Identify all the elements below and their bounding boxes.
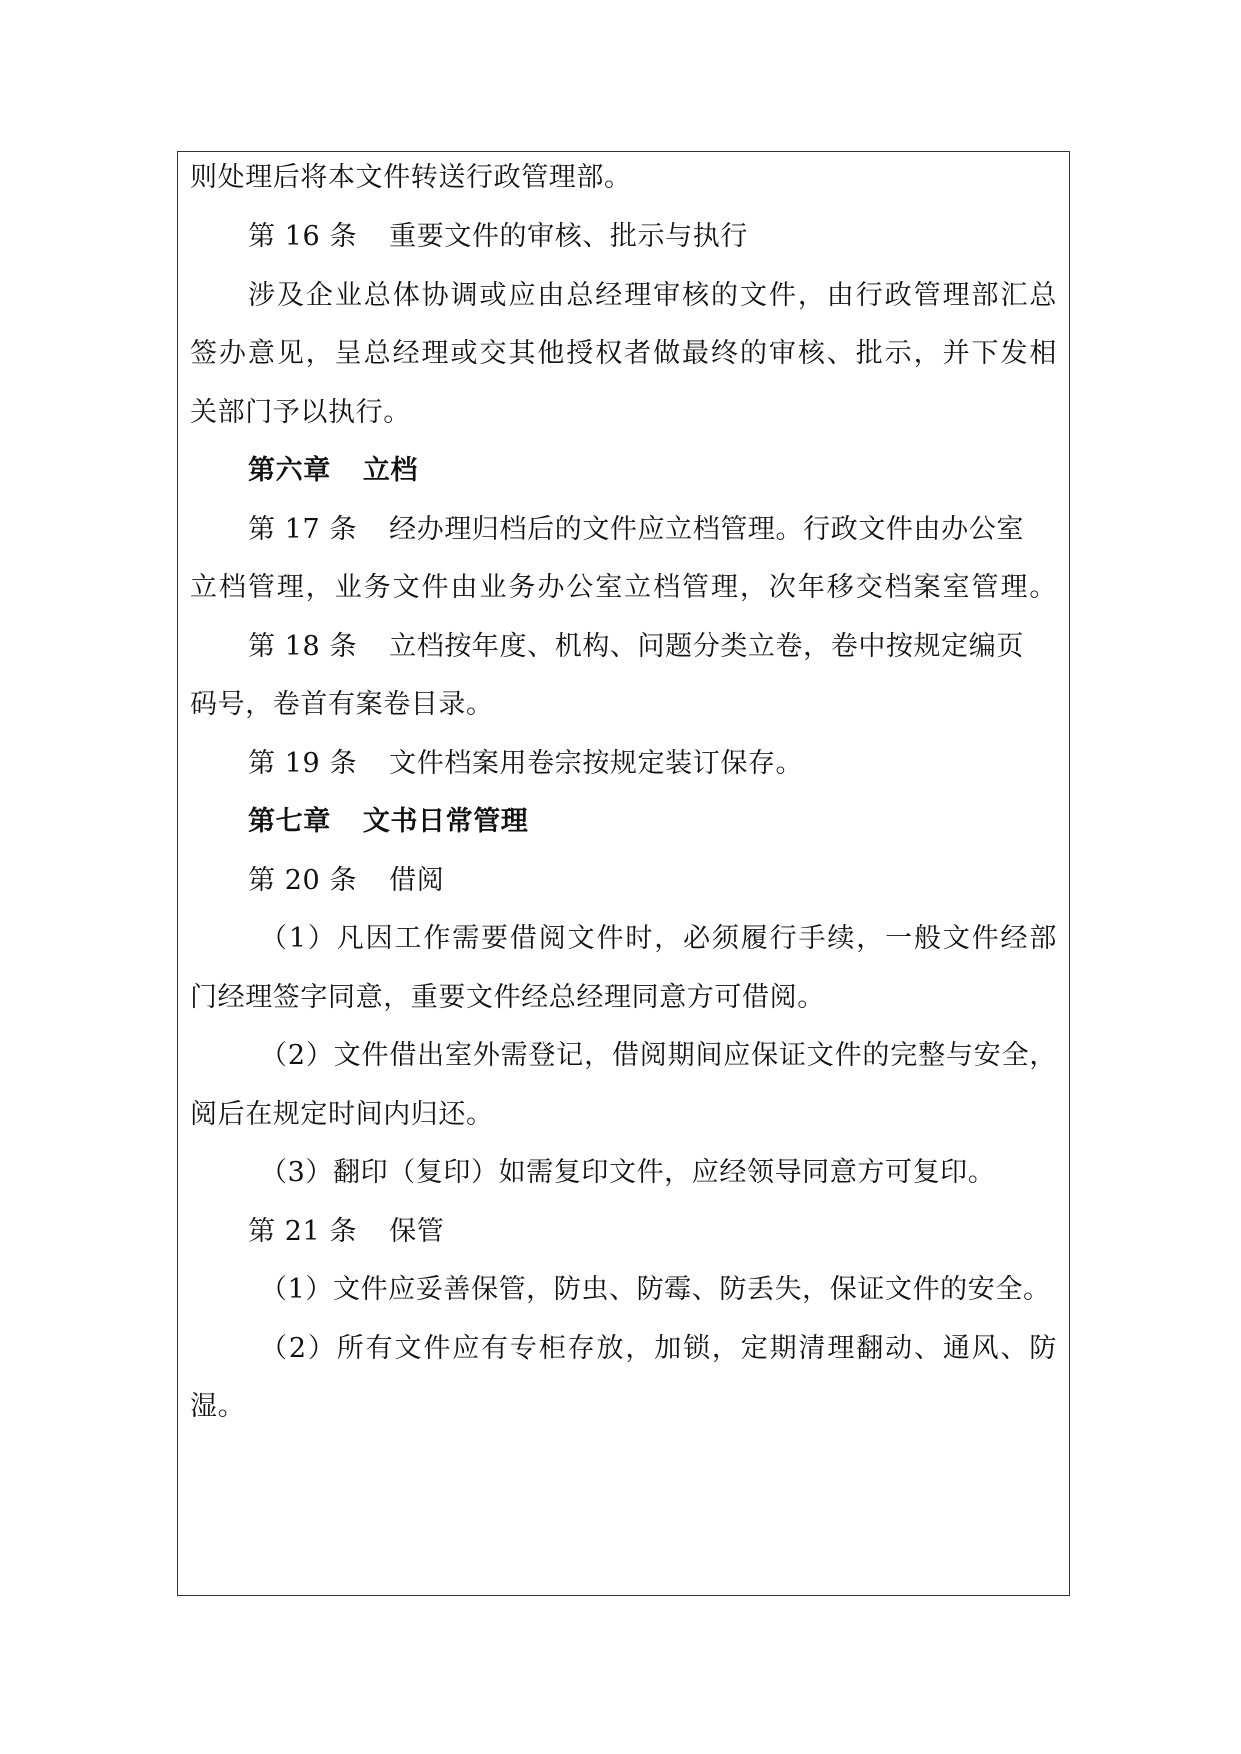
- article-text: 经办理归档后的文件应立档管理。行政文件由办公室: [389, 514, 1024, 545]
- chapter-label: 第六章: [248, 455, 331, 486]
- chapter-title: 文书日常管理: [362, 806, 529, 837]
- article-title: 借阅: [389, 865, 445, 896]
- paragraph-line: 则处理后将本文件转送行政管理部。: [190, 162, 632, 193]
- article-text: 文件档案用卷宗按规定装订保存。: [389, 748, 804, 779]
- article-title: 重要文件的审核、批示与执行: [389, 221, 748, 252]
- paragraph-line: 涉及企业总体协调或应由总经理审核的文件，由行政管理部汇总: [248, 280, 1057, 311]
- article-label: 第 21 条: [248, 1216, 358, 1247]
- article-label: 第 20 条: [248, 865, 358, 896]
- paragraph-line: 立档管理，业务文件由业务办公室立档管理，次年移交档案室管理。: [190, 572, 1057, 603]
- article-title: 保管: [389, 1216, 445, 1247]
- chapter-label: 第七章: [248, 806, 331, 837]
- paragraph-line: 门经理签字同意，重要文件经总经理同意方可借阅。: [190, 982, 825, 1013]
- paragraph-line: 湿。: [190, 1391, 246, 1422]
- article-17: [248, 510, 1057, 550]
- article-label: 第 17 条: [248, 514, 358, 545]
- chapter-title: 立档: [362, 455, 419, 486]
- article-18: [248, 627, 1057, 667]
- paragraph-line: 码号，卷首有案卷目录。: [190, 689, 494, 720]
- paragraph-line: 关部门予以执行。: [190, 397, 411, 428]
- paragraph-line: 签办意见，呈总经理或交其他授权者做最终的审核、批示，并下发相: [190, 338, 1057, 369]
- list-item: （2）所有文件应有专柜存放，加锁，定期清理翻动、通风、防: [260, 1333, 1057, 1364]
- article-label: 第 16 条: [248, 221, 358, 252]
- chapter-7-heading: [248, 802, 1057, 842]
- article-16-heading: [248, 217, 1057, 257]
- article-19: [248, 744, 1057, 784]
- article-label: 第 19 条: [248, 748, 358, 779]
- list-item: （3）翻印（复印）如需复印文件，应经领导同意方可复印。: [260, 1157, 996, 1188]
- article-label: 第 18 条: [248, 631, 358, 662]
- article-21-heading: [248, 1212, 1057, 1252]
- list-item: （2）文件借出室外需登记，借阅期间应保证文件的完整与安全，: [260, 1040, 1057, 1071]
- chapter-6-heading: [248, 451, 1057, 491]
- list-item: （1）文件应妥善保管，防虫、防霉、防丢失，保证文件的安全。: [260, 1274, 1051, 1305]
- paragraph-line: 阅后在规定时间内归还。: [190, 1099, 494, 1130]
- list-item: （1）凡因工作需要借阅文件时，必须履行手续，一般文件经部: [260, 923, 1057, 954]
- document-frame: [177, 151, 1070, 1596]
- article-20-heading: [248, 861, 1057, 901]
- article-text: 立档按年度、机构、问题分类立卷，卷中按规定编页: [389, 631, 1024, 662]
